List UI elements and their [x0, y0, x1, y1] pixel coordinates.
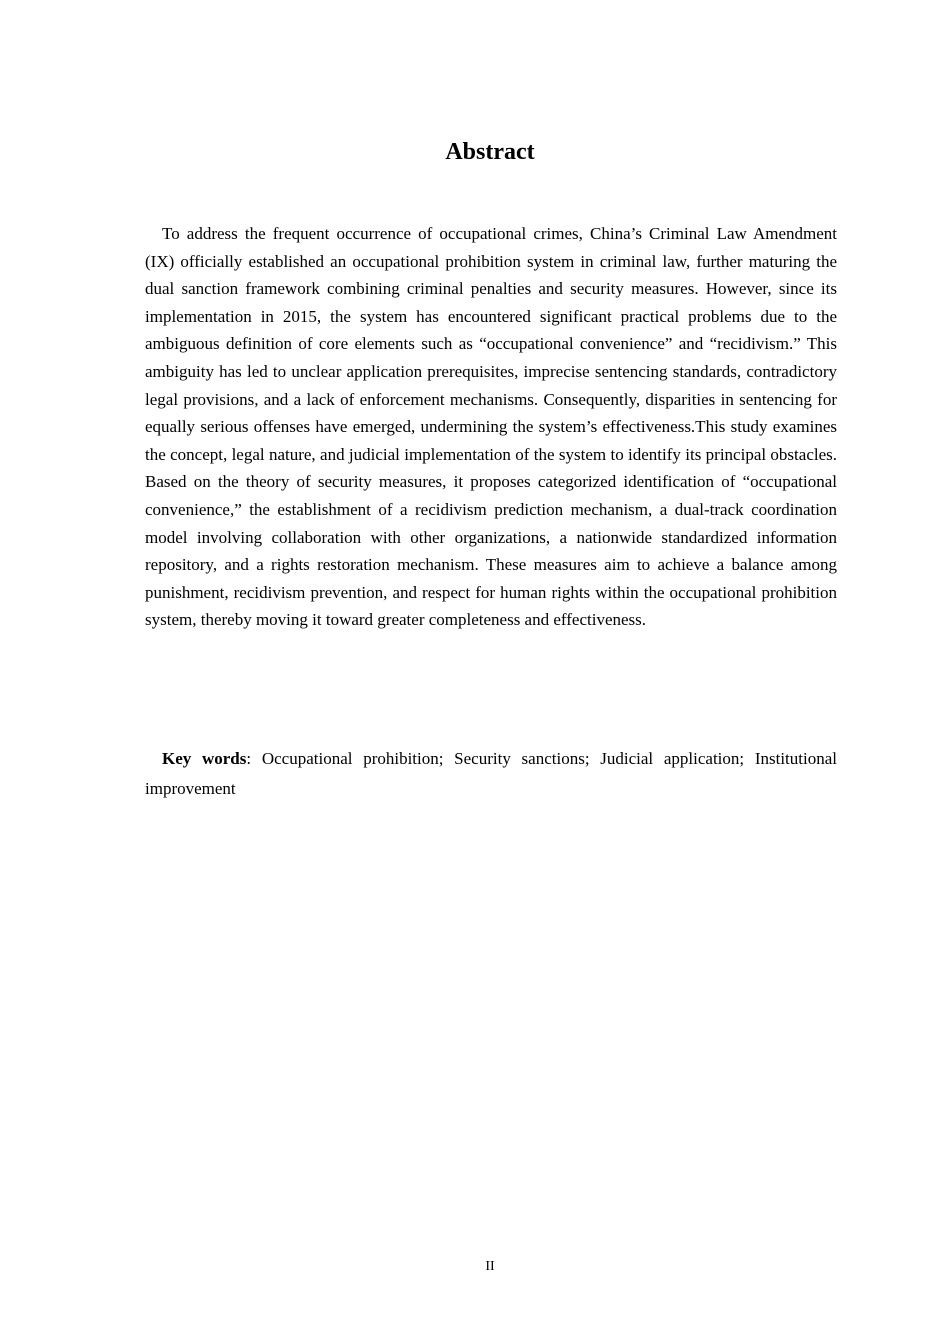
abstract-title: Abstract: [445, 139, 535, 165]
keywords-paragraph: [145, 744, 837, 804]
page-number: II: [485, 1259, 495, 1274]
keywords-separator: :: [246, 749, 262, 768]
keywords-label: Key words: [162, 749, 247, 768]
keywords-text: Occupational prohibition; Security sanctions; Judicial application; Institutional improvement: [145, 749, 837, 798]
abstract-body: To address the frequent occurrence of occupational crimes, China’s Criminal Law Amendment (IX) officially established an occupational prohibition system in criminal law, further maturing the dual sanction framework combining criminal penalties and security measures. However, since its implementation in 2015, the system has encountered significant practical problems due to the ambiguous definition of core elements such as “occupational convenience” and “recidivism.” This ambiguity has led to unclear application prerequisites, imprecise sentencing standards, contradictory legal provisions, and a lack of enforcement mechanisms. Consequently, disparities in sentencing for equally serious offenses have emerged, undermining the system’s effectiveness.This study examines the concept, legal nature, and judicial implementation of the system to identify its principal obstacles. Based on the theory of security measures, it proposes categorized identification of “occupational convenience,” the establishment of a recidivism prediction mechanism, a dual-track coordination model involving collaboration with other organizations, a nationwide standardized information repository, and a rights restoration mechanism. These measures aim to achieve a balance among punishment, recidivism prevention, and respect for human rights within the occupational prohibition system, thereby moving it toward greater completeness and effectiveness.: [145, 224, 837, 630]
